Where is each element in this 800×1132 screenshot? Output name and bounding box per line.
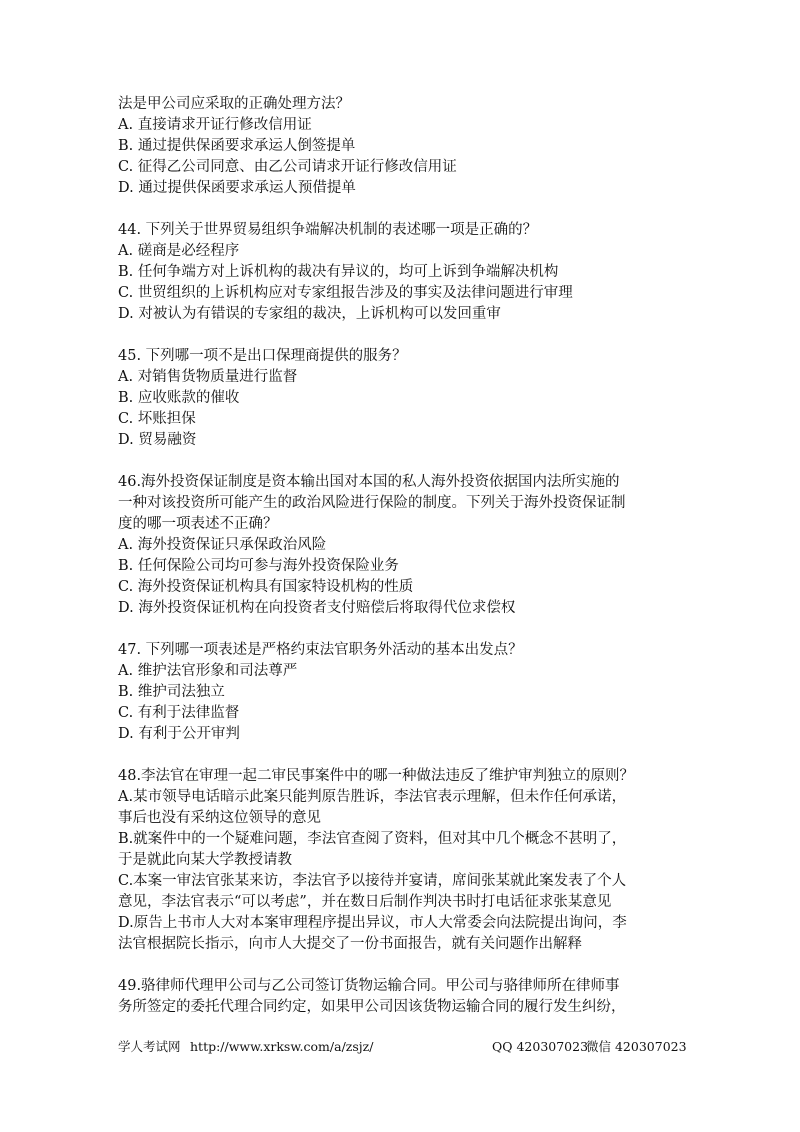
option-line: B. 维护司法独立 <box>118 684 225 700</box>
text-line: 一种对该投资所可能产生的政治风险进行保险的制度。下列关于海外投资保证制 <box>118 495 626 511</box>
question-44: 44. 下列关于世界贸易组织争端解决机制的表述哪一项是正确的？ <box>118 222 538 238</box>
text-line: 于是就此向某大学教授请教 <box>118 852 292 868</box>
option-line: D. 海外投资保证机构在向投资者支付赔偿后将取得代位求偿权 <box>118 600 516 616</box>
option-line: C. 征得乙公司同意、由乙公司请求开证行修改信用证 <box>118 159 457 175</box>
option-line: C. 坏账担保 <box>118 411 196 427</box>
option-line: B. 应收账款的催收 <box>118 390 240 406</box>
option-line: A. 海外投资保证只承保政治风险 <box>118 537 327 553</box>
option-line: A.某市领导电话暗示此案只能判原告胜诉，李法官表示理解，但未作任何承诺， <box>118 789 627 805</box>
question-49: 49.骆律师代理甲公司与乙公司签订货物运输合同。甲公司与骆律师所在律师事 <box>118 978 620 994</box>
text-line: 度的哪一项表述不正确？ <box>118 516 278 532</box>
footer-site-name: 学人考试网 <box>118 1039 181 1054</box>
option-line: B.就案件中的一个疑难问题，李法官查阅了资料，但对其中几个概念不甚明了， <box>118 831 627 847</box>
text-line: 事后也没有采纳这位领导的意见 <box>118 810 321 826</box>
page-footer <box>118 1037 687 1057</box>
option-line: A. 维护法官形象和司法尊严 <box>118 663 298 679</box>
option-line: D.原告上书市人大对本案审理程序提出异议，市人大常委会向法院提出询问，李 <box>118 915 627 931</box>
option-line: C.本案一审法官张某来访，李法官予以接待并宴请，席间张某就此案发表了个人 <box>118 873 627 889</box>
option-line: C. 有利于法律监督 <box>118 705 240 721</box>
text-line: 法官根据院长指示，向市人大提交了一份书面报告，就有关问题作出解释 <box>118 936 582 952</box>
option-line: D. 贸易融资 <box>118 432 197 448</box>
option-line: A. 直接请求开证行修改信用证 <box>118 117 312 133</box>
question-46: 46.海外投资保证制度是资本输出国对本国的私人海外投资依据国内法所实施的 <box>118 474 620 490</box>
option-line: B. 任何保险公司均可参与海外投资保险业务 <box>118 558 399 574</box>
option-line: A. 对销售货物质量进行监督 <box>118 369 298 385</box>
footer-qq: QQ 420307023 <box>492 1039 589 1054</box>
question-47: 47. 下列哪一项表述是严格约束法官职务外活动的基本出发点？ <box>118 642 523 658</box>
question-text-block <box>118 94 686 1018</box>
option-line: B. 通过提供保函要求承运人倒签提单 <box>118 138 356 154</box>
option-line: D. 有利于公开审判 <box>118 726 240 742</box>
question-45: 45. 下列哪一项不是出口保理商提供的服务？ <box>118 348 407 364</box>
text-line: 法是甲公司应采取的正确处理方法？ <box>118 96 350 112</box>
option-line: D. 对被认为有错误的专家组的裁决，上诉机构可以发回重审 <box>118 306 501 322</box>
footer-wechat: 微信 420307023 <box>586 1039 687 1054</box>
option-line: A. 磋商是必经程序 <box>118 243 240 259</box>
footer-url[interactable]: http://www.xrksw.com/a/zsjz/ <box>190 1039 374 1054</box>
option-line: C. 世贸组织的上诉机构应对专家组报告涉及的事实及法律问题进行审理 <box>118 285 573 301</box>
option-line: C. 海外投资保证机构具有国家特设机构的性质 <box>118 579 414 595</box>
question-48: 48.李法官在审理一起二审民事案件中的哪一种做法违反了维护审判独立的原则？ <box>118 768 635 784</box>
option-line: B. 任何争端方对上诉机构的裁决有异议的，均可上诉到争端解决机构 <box>118 264 559 280</box>
option-line: D. 通过提供保函要求承运人预借提单 <box>118 180 356 196</box>
text-line: 意见，李法官表示“可以考虑”，并在数日后制作判决书时打电话征求张某意见 <box>118 894 612 910</box>
text-line: 务所签定的委托代理合同约定，如果甲公司因该货物运输合同的履行发生纠纷， <box>118 999 626 1015</box>
